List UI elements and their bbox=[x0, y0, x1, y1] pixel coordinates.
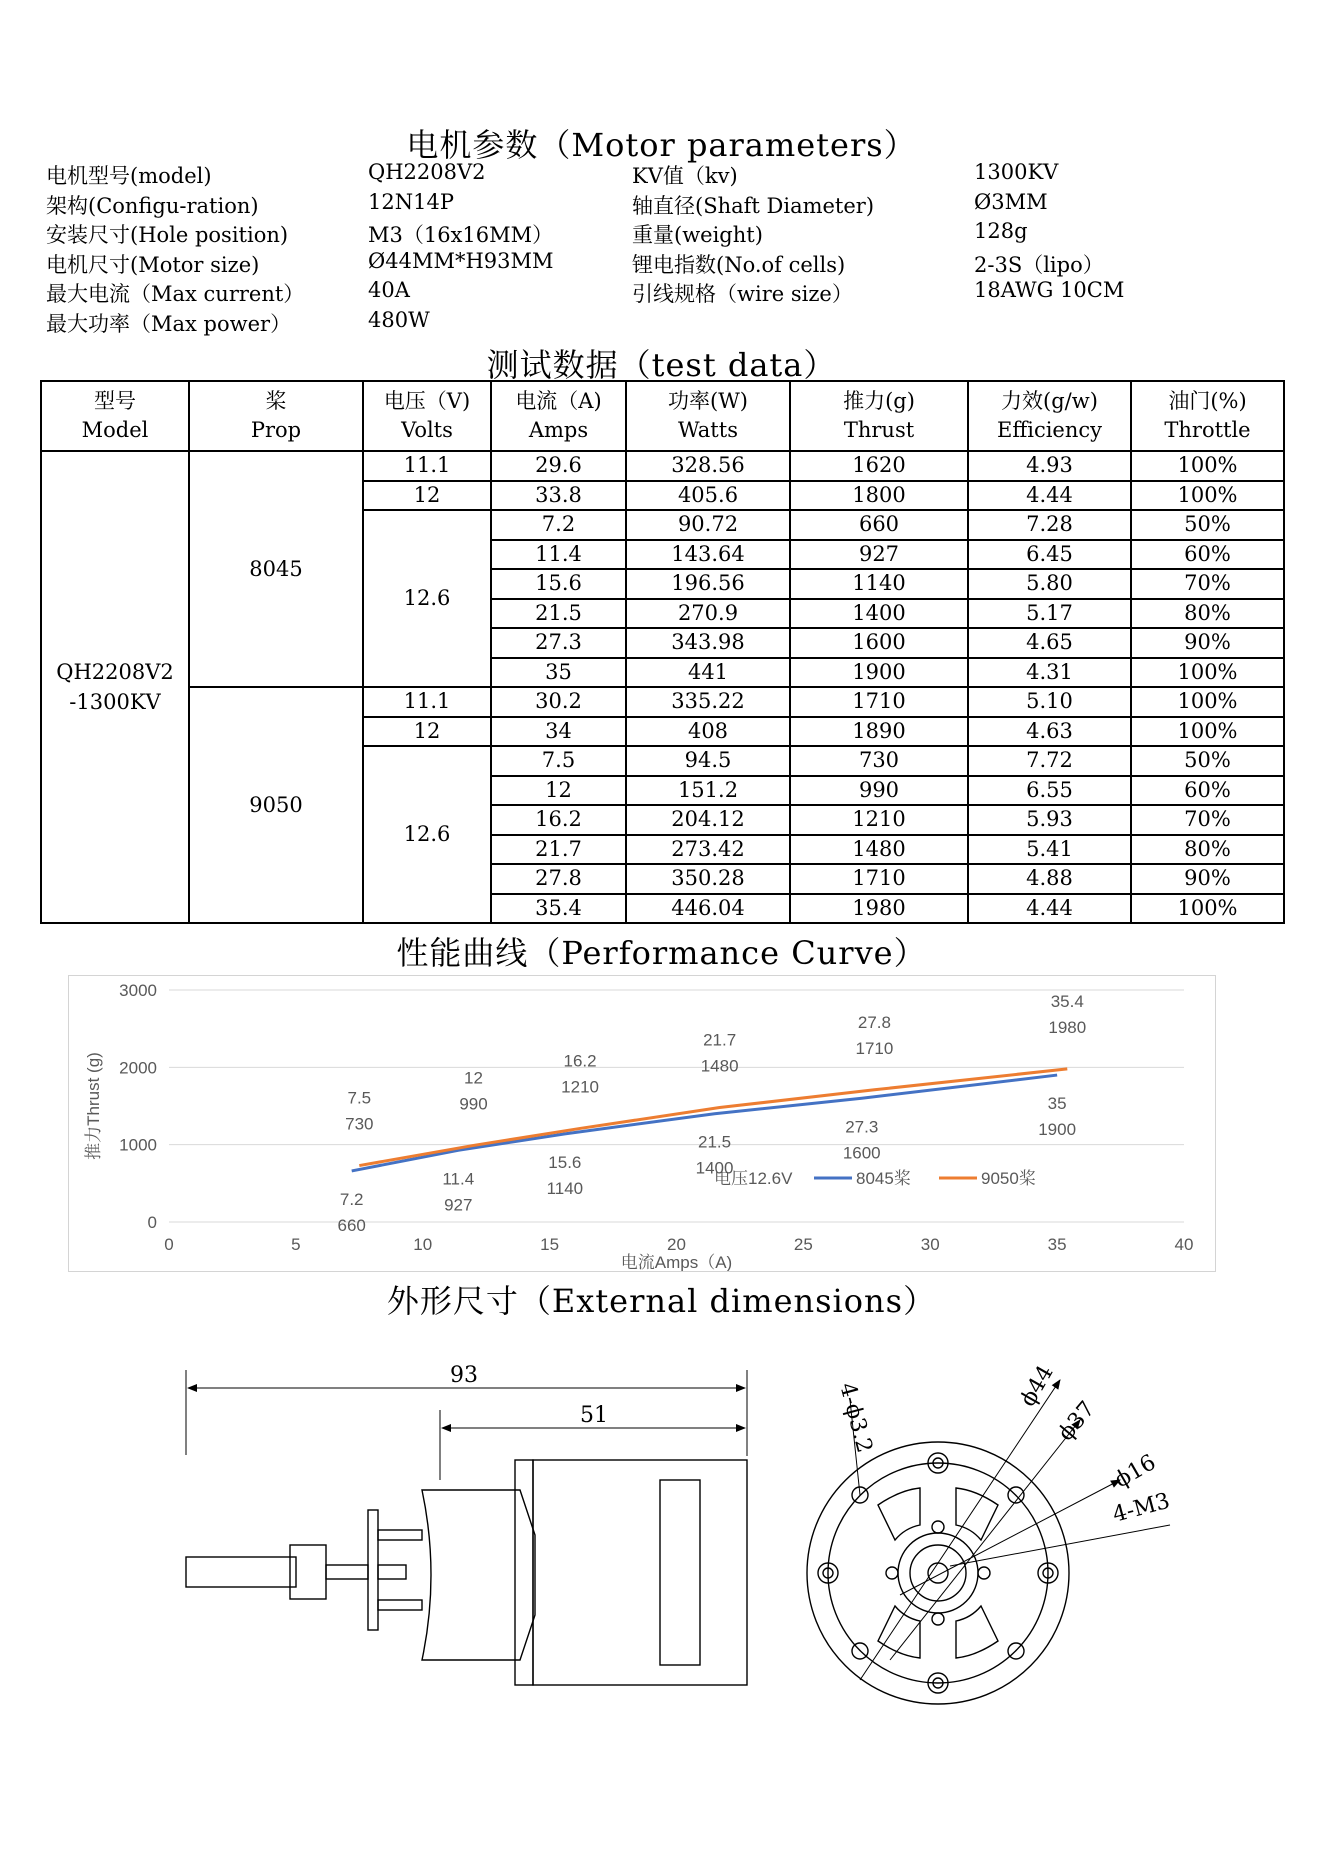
y-tick-label: 3000 bbox=[119, 981, 157, 1000]
throttle-cell: 70% bbox=[1131, 569, 1284, 599]
amps-cell: 27.8 bbox=[491, 864, 626, 894]
x-tick-label: 10 bbox=[413, 1235, 433, 1254]
model-text: -1300KV bbox=[69, 690, 161, 714]
watts-cell: 405.6 bbox=[626, 481, 790, 511]
x-tick-label: 25 bbox=[793, 1235, 813, 1254]
amps-cell: 12 bbox=[491, 776, 626, 806]
table-header-row bbox=[41, 381, 1284, 451]
column-header-en: Watts bbox=[678, 418, 738, 442]
m3-label: 4-M3 bbox=[1110, 1488, 1173, 1528]
y-tick-label: 2000 bbox=[119, 1058, 157, 1078]
thrust-cell: 1800 bbox=[790, 481, 968, 511]
column-header-en: Amps bbox=[528, 418, 589, 442]
data-label-thrust: 1710 bbox=[855, 1038, 894, 1058]
thrust-cell: 660 bbox=[790, 510, 968, 540]
column-header-cn: 功率(W) bbox=[668, 389, 748, 413]
table-row bbox=[41, 687, 1284, 717]
column-header-en: Prop bbox=[250, 418, 302, 442]
legend-entry: 8045桨 bbox=[856, 1169, 911, 1188]
param-value: Ø44MM*H93MM bbox=[368, 248, 554, 273]
param-value: 18AWG 10CM bbox=[974, 278, 1125, 302]
x-tick-label: 30 bbox=[920, 1235, 940, 1254]
data-label-amps: 15.6 bbox=[548, 1152, 582, 1172]
column-header bbox=[1131, 381, 1284, 451]
param-value: 40A bbox=[368, 278, 410, 302]
data-label-thrust: 990 bbox=[459, 1094, 488, 1114]
throttle-cell: 80% bbox=[1131, 835, 1284, 865]
param-value: Ø3MM bbox=[974, 189, 1048, 214]
x-tick-label: 20 bbox=[667, 1235, 686, 1254]
data-label-amps: 27.8 bbox=[857, 1012, 891, 1032]
model-cell bbox=[41, 451, 189, 923]
column-header bbox=[626, 381, 790, 451]
efficiency-cell: 4.63 bbox=[968, 717, 1131, 747]
diameter-16-label: ϕ16 bbox=[1110, 1450, 1161, 1494]
param-label: 最大电流（Max current） bbox=[46, 282, 305, 306]
param-label: 重量(weight) bbox=[632, 223, 763, 247]
thrust-cell: 927 bbox=[790, 540, 968, 570]
throttle-cell: 100% bbox=[1131, 717, 1284, 747]
column-header bbox=[363, 381, 491, 451]
watts-cell: 441 bbox=[626, 658, 790, 688]
efficiency-cell: 4.88 bbox=[968, 864, 1131, 894]
param-row bbox=[46, 249, 1286, 279]
data-label-thrust: 1480 bbox=[700, 1056, 739, 1076]
amps-cell: 21.7 bbox=[491, 835, 626, 865]
efficiency-cell: 6.45 bbox=[968, 540, 1131, 570]
amps-cell: 35 bbox=[491, 658, 626, 688]
param-label: 最大功率（Max power） bbox=[46, 311, 292, 336]
throttle-cell: 100% bbox=[1131, 687, 1284, 717]
watts-cell: 343.98 bbox=[626, 628, 790, 658]
param-label: 电机尺寸(Motor size) bbox=[46, 252, 260, 277]
watts-cell: 335.22 bbox=[626, 687, 790, 717]
data-label-thrust: 660 bbox=[337, 1215, 366, 1235]
param-row bbox=[46, 308, 1286, 338]
watts-cell: 270.9 bbox=[626, 599, 790, 629]
prop-cell: 9050 bbox=[189, 687, 363, 923]
data-label-amps: 35 bbox=[1047, 1094, 1067, 1114]
throttle-cell: 100% bbox=[1131, 894, 1284, 924]
diameter-37-label: ϕ37 bbox=[1053, 1396, 1101, 1446]
param-label: 架构(Configu-ration) bbox=[46, 193, 259, 218]
performance-curve-title: 性能曲线（Performance Curve） bbox=[396, 934, 927, 972]
data-label-amps: 12 bbox=[464, 1068, 483, 1088]
amps-cell: 16.2 bbox=[491, 805, 626, 835]
amps-cell: 29.6 bbox=[491, 451, 626, 481]
motor-params-title: 电机参数（Motor parameters） bbox=[406, 126, 917, 164]
throttle-cell: 80% bbox=[1131, 599, 1284, 629]
param-value: 2-3S（lipo） bbox=[974, 252, 1104, 277]
x-tick-label: 35 bbox=[1047, 1235, 1067, 1254]
efficiency-cell: 5.10 bbox=[968, 687, 1131, 717]
volts-cell: 12 bbox=[363, 717, 491, 747]
thrust-cell: 1710 bbox=[790, 687, 968, 717]
column-header-cn: 力效(g/w) bbox=[1001, 389, 1098, 413]
data-label-thrust: 1980 bbox=[1048, 1017, 1087, 1037]
body-length-label: 51 bbox=[580, 1403, 608, 1428]
data-label-thrust: 1400 bbox=[695, 1158, 734, 1178]
column-header-cn: 桨 bbox=[265, 389, 287, 413]
amps-cell: 11.4 bbox=[491, 540, 626, 570]
param-row bbox=[46, 219, 1286, 249]
amps-cell: 30.2 bbox=[491, 687, 626, 717]
param-row bbox=[46, 160, 1286, 190]
column-header-en: Volts bbox=[401, 418, 453, 442]
watts-cell: 94.5 bbox=[626, 746, 790, 776]
column-header bbox=[968, 381, 1131, 451]
watts-cell: 273.42 bbox=[626, 835, 790, 865]
thrust-cell: 1210 bbox=[790, 805, 968, 835]
thrust-cell: 1140 bbox=[790, 569, 968, 599]
param-label: 锂电指数(No.of cells) bbox=[632, 252, 846, 277]
thrust-cell: 1400 bbox=[790, 599, 968, 629]
amps-cell: 7.2 bbox=[491, 510, 626, 540]
amps-cell: 35.4 bbox=[491, 894, 626, 924]
param-row bbox=[46, 278, 1286, 308]
efficiency-cell: 6.55 bbox=[968, 776, 1131, 806]
x-tick-label: 0 bbox=[164, 1235, 174, 1254]
watts-cell: 408 bbox=[626, 717, 790, 747]
param-value: 1300KV bbox=[974, 160, 1059, 184]
column-header bbox=[491, 381, 626, 451]
efficiency-cell: 5.80 bbox=[968, 569, 1131, 599]
legend-title: 电压12.6V bbox=[714, 1169, 793, 1188]
test-data-title: 测试数据（test data） bbox=[486, 346, 837, 384]
column-header-cn: 型号 bbox=[94, 389, 136, 413]
param-label: 电机型号(model) bbox=[46, 164, 212, 188]
param-value: 12N14P bbox=[368, 189, 454, 214]
efficiency-cell: 5.93 bbox=[968, 805, 1131, 835]
data-label-amps: 21.5 bbox=[698, 1132, 732, 1152]
length-label: 93 bbox=[450, 1363, 478, 1388]
model-text: QH2208V2 bbox=[56, 660, 174, 684]
column-header-cn: 油门(%) bbox=[1168, 389, 1247, 413]
data-label-amps: 7.2 bbox=[339, 1189, 364, 1209]
param-value: QH2208V2 bbox=[368, 160, 486, 184]
column-header-cn: 电压（V) bbox=[383, 389, 471, 413]
thrust-cell: 1620 bbox=[790, 451, 968, 481]
watts-cell: 143.64 bbox=[626, 540, 790, 570]
column-header-en: Model bbox=[81, 418, 149, 442]
data-label-thrust: 1600 bbox=[842, 1143, 881, 1163]
amps-cell: 27.3 bbox=[491, 628, 626, 658]
data-label-amps: 35.4 bbox=[1050, 991, 1084, 1011]
efficiency-cell: 4.44 bbox=[968, 481, 1131, 511]
throttle-cell: 90% bbox=[1131, 628, 1284, 658]
watts-cell: 151.2 bbox=[626, 776, 790, 806]
prop-cell: 8045 bbox=[189, 451, 363, 687]
throttle-cell: 90% bbox=[1131, 864, 1284, 894]
thrust-cell: 1980 bbox=[790, 894, 968, 924]
x-tick-label: 40 bbox=[1174, 1235, 1194, 1254]
watts-cell: 328.56 bbox=[626, 451, 790, 481]
column-header bbox=[41, 381, 189, 451]
param-row bbox=[46, 190, 1286, 220]
param-label: 安装尺寸(Hole position) bbox=[46, 223, 289, 247]
data-label-amps: 21.7 bbox=[703, 1030, 737, 1050]
efficiency-cell: 5.17 bbox=[968, 599, 1131, 629]
y-tick-label: 1000 bbox=[119, 1135, 157, 1155]
watts-cell: 90.72 bbox=[626, 510, 790, 540]
data-label-amps: 11.4 bbox=[442, 1169, 475, 1189]
volts-cell: 12.6 bbox=[363, 746, 491, 923]
thrust-cell: 1600 bbox=[790, 628, 968, 658]
efficiency-cell: 4.44 bbox=[968, 894, 1131, 924]
motor-side-view bbox=[186, 1370, 747, 1685]
y-tick-label: 0 bbox=[147, 1213, 157, 1232]
throttle-cell: 50% bbox=[1131, 746, 1284, 776]
amps-cell: 21.5 bbox=[491, 599, 626, 629]
legend-entry: 9050桨 bbox=[981, 1169, 1036, 1188]
watts-cell: 204.12 bbox=[626, 805, 790, 835]
column-header-en: Throttle bbox=[1164, 418, 1251, 442]
param-value: 128g bbox=[974, 219, 1028, 243]
amps-cell: 34 bbox=[491, 717, 626, 747]
throttle-cell: 100% bbox=[1131, 451, 1284, 481]
data-label-amps: 27.3 bbox=[845, 1117, 879, 1137]
throttle-cell: 100% bbox=[1131, 658, 1284, 688]
dimension-drawing bbox=[160, 1360, 1200, 1730]
efficiency-cell: 7.72 bbox=[968, 746, 1131, 776]
data-label-amps: 7.5 bbox=[347, 1088, 372, 1108]
series-line-8045桨 bbox=[352, 1075, 1057, 1171]
efficiency-cell: 4.65 bbox=[968, 628, 1131, 658]
data-label-thrust: 1140 bbox=[546, 1178, 584, 1198]
data-label-thrust: 1900 bbox=[1038, 1120, 1077, 1140]
performance-chart bbox=[68, 975, 1216, 1272]
column-header bbox=[790, 381, 968, 451]
param-value: M3（16x16MM） bbox=[368, 223, 554, 247]
table-row bbox=[41, 451, 1284, 481]
test-data-table bbox=[40, 380, 1285, 924]
external-dimensions-title: 外形尺寸（External dimensions） bbox=[386, 1282, 937, 1320]
watts-cell: 196.56 bbox=[626, 569, 790, 599]
efficiency-cell: 4.31 bbox=[968, 658, 1131, 688]
thrust-cell: 1890 bbox=[790, 717, 968, 747]
watts-cell: 350.28 bbox=[626, 864, 790, 894]
column-header-en: Thrust bbox=[843, 418, 915, 442]
thrust-cell: 730 bbox=[790, 746, 968, 776]
param-label: 引线规格（wire size） bbox=[632, 282, 853, 306]
amps-cell: 15.6 bbox=[491, 569, 626, 599]
column-header-cn: 推力(g) bbox=[843, 389, 915, 413]
amps-cell: 7.5 bbox=[491, 746, 626, 776]
diameter-44-label: ϕ44 bbox=[1015, 1361, 1059, 1411]
data-label-amps: 16.2 bbox=[563, 1051, 597, 1071]
y-axis-label: 推力Thrust (g) bbox=[84, 1052, 103, 1160]
volts-cell: 12.6 bbox=[363, 510, 491, 687]
param-label: KV值（kv) bbox=[632, 164, 738, 188]
throttle-cell: 50% bbox=[1131, 510, 1284, 540]
thrust-cell: 1900 bbox=[790, 658, 968, 688]
volts-cell: 11.1 bbox=[363, 687, 491, 717]
column-header-cn: 电流（A) bbox=[515, 389, 602, 413]
efficiency-cell: 4.93 bbox=[968, 451, 1131, 481]
thrust-cell: 1480 bbox=[790, 835, 968, 865]
throttle-cell: 100% bbox=[1131, 481, 1284, 511]
x-tick-label: 5 bbox=[291, 1235, 301, 1254]
column-header-en: Efficiency bbox=[996, 418, 1103, 442]
data-label-thrust: 927 bbox=[444, 1195, 473, 1215]
efficiency-cell: 7.28 bbox=[968, 510, 1131, 540]
param-label: 轴直径(Shaft Diameter) bbox=[632, 193, 875, 218]
thrust-cell: 1710 bbox=[790, 864, 968, 894]
thrust-cell: 990 bbox=[790, 776, 968, 806]
throttle-cell: 70% bbox=[1131, 805, 1284, 835]
data-label-thrust: 730 bbox=[345, 1114, 374, 1134]
throttle-cell: 60% bbox=[1131, 776, 1284, 806]
volts-cell: 12 bbox=[363, 481, 491, 511]
x-axis-label: 电流Amps（A) bbox=[620, 1253, 733, 1271]
amps-cell: 33.8 bbox=[491, 481, 626, 511]
x-tick-label: 15 bbox=[540, 1235, 560, 1254]
throttle-cell: 60% bbox=[1131, 540, 1284, 570]
watts-cell: 446.04 bbox=[626, 894, 790, 924]
hole-label: 4-ϕ3.2 bbox=[834, 1380, 877, 1456]
efficiency-cell: 5.41 bbox=[968, 835, 1131, 865]
motor-params-list bbox=[46, 160, 1286, 337]
column-header bbox=[189, 381, 363, 451]
volts-cell: 11.1 bbox=[363, 451, 491, 481]
chart-svg bbox=[69, 976, 1215, 1271]
param-value: 480W bbox=[368, 307, 430, 332]
data-label-thrust: 1210 bbox=[561, 1077, 599, 1097]
